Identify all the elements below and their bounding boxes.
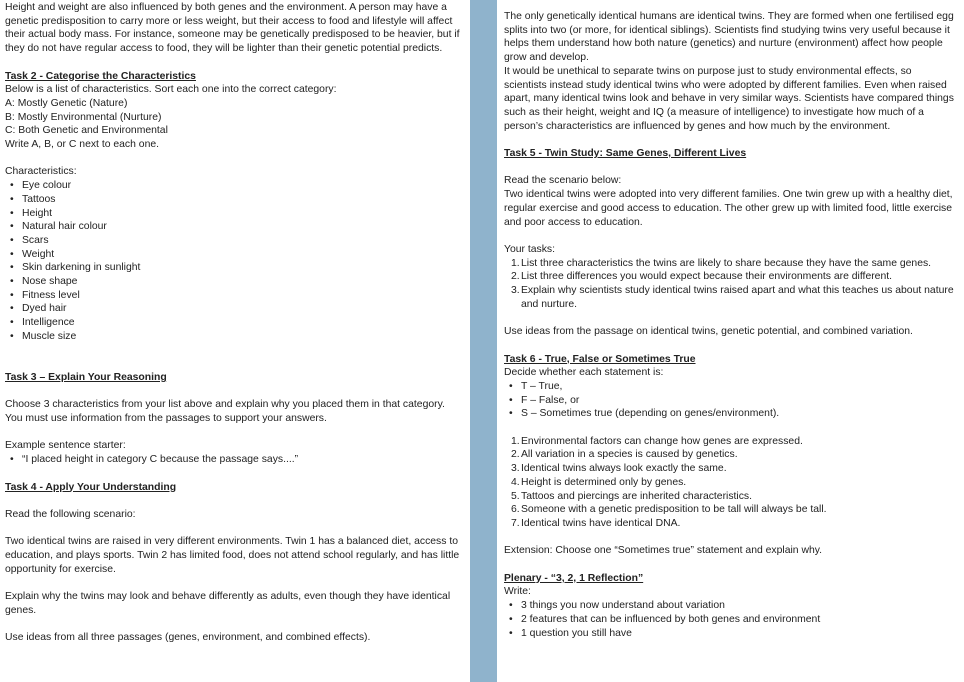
list-item: • Nose shape	[10, 276, 78, 288]
list-item: • 1 question you still have	[509, 627, 632, 639]
task5-tasks-label: Your tasks:	[504, 243, 556, 255]
task4-scenario: Two identical twins are raised in very different environments. Twin 1 has a balanced diet, access to education, and plays sports. Twin 2 has limited food, does not attend school regularly, and has little opportunity for exercise.	[5, 536, 460, 575]
task4-intro: Read the following scenario:	[5, 508, 136, 520]
task3-text: Choose 3 characteristics from your list above and explain why you placed them in that category. You must use information from the passages to support your answers.	[5, 399, 445, 425]
list-item: • Natural hair colour	[10, 221, 107, 233]
list-item: 1. Environmental factors can change how genes are expressed.	[511, 435, 803, 447]
list-item: • “I placed height in category C because the passage says....”	[10, 454, 299, 466]
task3-starter-label: Example sentence starter:	[5, 440, 126, 452]
task4-note: Use ideas from all three passages (genes, environment, and combined effects).	[5, 632, 371, 644]
list-item: • 3 things you now understand about variation	[509, 600, 725, 612]
list-item: • F – False, or	[509, 394, 580, 406]
list-item: • Fitness level	[10, 289, 80, 301]
list-item: • S – Sometimes true (depending on genes/environment).	[509, 408, 780, 420]
plenary-write: Write:	[504, 586, 531, 598]
task6-heading: Task 6 - True, False or Sometimes True	[504, 353, 696, 365]
list-item: 2. List three differences you would expect because their environments are different.	[511, 271, 893, 283]
list-item: • Eye colour	[10, 180, 72, 192]
task2-heading: Task 2 - Categorise the Characteristics	[5, 70, 196, 82]
page-divider	[470, 0, 497, 682]
left-page	[0, 0, 470, 645]
task2-line: C: Both Genetic and Environmental	[5, 125, 168, 137]
list-item: 3. Explain why scientists study identical twins raised apart and what this teaches us about nature and nurture.	[511, 285, 954, 310]
task2-line: Below is a list of characteristics. Sort each one into the correct category:	[5, 84, 337, 96]
twins-paragraph-2: It would be unethical to separate twins on purpose just to study environmental effects, so scientists instead study identical twins who were adopted by different families. Even when raised apart, many identical twins look and behave in very similar ways. Scientists have compared things such as their height, weight and IQ (a measure of intelligence) to investigate how much of a person’s characteristics are influenced by genes and how much by the environment.	[504, 65, 954, 132]
characteristics-list	[5, 179, 465, 343]
list-item: 6. Someone with a genetic predisposition to be tall will always be tall.	[511, 504, 827, 516]
list-item: 1. List three characteristics the twins are likely to share because they have the same genes.	[511, 257, 932, 269]
task2-line: A: Mostly Genetic (Nature)	[5, 97, 128, 109]
starter-list	[5, 453, 465, 467]
list-item: 7. Identical twins have identical DNA.	[511, 517, 681, 529]
task3-heading: Task 3 – Explain Your Reasoning	[5, 371, 167, 383]
task4-question: Explain why the twins may look and behave differently as adults, even though they have identical genes.	[5, 591, 451, 616]
list-item: • Dyed hair	[10, 303, 67, 315]
task6-extension: Extension: Choose one “Sometimes true” statement and explain why.	[504, 545, 823, 557]
list-item: • 2 features that can be influenced by both genes and environment	[509, 613, 821, 625]
right-page	[497, 0, 964, 640]
task2-line: B: Mostly Environmental (Nurture)	[5, 111, 162, 123]
list-item: • Scars	[10, 234, 49, 246]
task5-intro: Read the scenario below:	[504, 175, 622, 187]
task4-heading: Task 4 - Apply Your Understanding	[5, 481, 177, 493]
list-item: 2. All variation in a species is caused by genetics.	[511, 449, 738, 461]
list-item: • Tattoos	[10, 193, 56, 205]
characteristics-title: Characteristics:	[5, 166, 77, 178]
list-item: 4. Height is determined only by genes.	[511, 476, 687, 488]
list-item: 3. Identical twins always look exactly the same.	[511, 463, 727, 475]
list-item: • Height	[10, 207, 53, 219]
task5-scenario: Two identical twins were adopted into very different families. One twin grew up with a healthy diet, regular exercise and good access to education. The other grew up with limited food, little exercise and poor access to education.	[504, 189, 953, 228]
list-item: • Muscle size	[10, 330, 77, 342]
intro-paragraph: Height and weight are also influenced by both genes and the environment. A person may have a genetic predisposition to carry more or less weight, but their access to food and lifestyle will affect their actual body mass. For instance, someone may be genetically predisposed to be heavier, but if they do not have regular access to food, they will be lighter than their genetic potential predicts.	[5, 2, 460, 55]
list-item: 5. Tattoos and piercings are inherited characteristics.	[511, 490, 753, 502]
task5-note: Use ideas from the passage on identical twins, genetic potential, and combined variation.	[504, 326, 913, 338]
task5-list	[504, 257, 954, 312]
list-item: • Intelligence	[10, 317, 75, 329]
task6-statements	[504, 435, 954, 531]
task2-line: Write A, B, or C next to each one.	[5, 139, 160, 151]
task5-heading: Task 5 - Twin Study: Same Genes, Different Lives	[504, 148, 747, 160]
task6-intro: Decide whether each statement is:	[504, 367, 664, 379]
task6-options	[504, 380, 954, 421]
list-item: • T – True,	[509, 380, 563, 392]
list-item: • Weight	[10, 248, 55, 260]
plenary-heading: Plenary - “3, 2, 1 Reflection”	[504, 572, 644, 584]
twins-paragraph-1: The only genetically identical humans are identical twins. They are formed when one fertilised egg splits into two (or more, for identical siblings). Scientists find studying twins very useful because it helps them understand how both nature (genetics) and nurture (environment) affect how people grow and develop.	[504, 11, 954, 64]
plenary-list	[504, 599, 954, 640]
list-item: • Skin darkening in sunlight	[10, 262, 141, 274]
